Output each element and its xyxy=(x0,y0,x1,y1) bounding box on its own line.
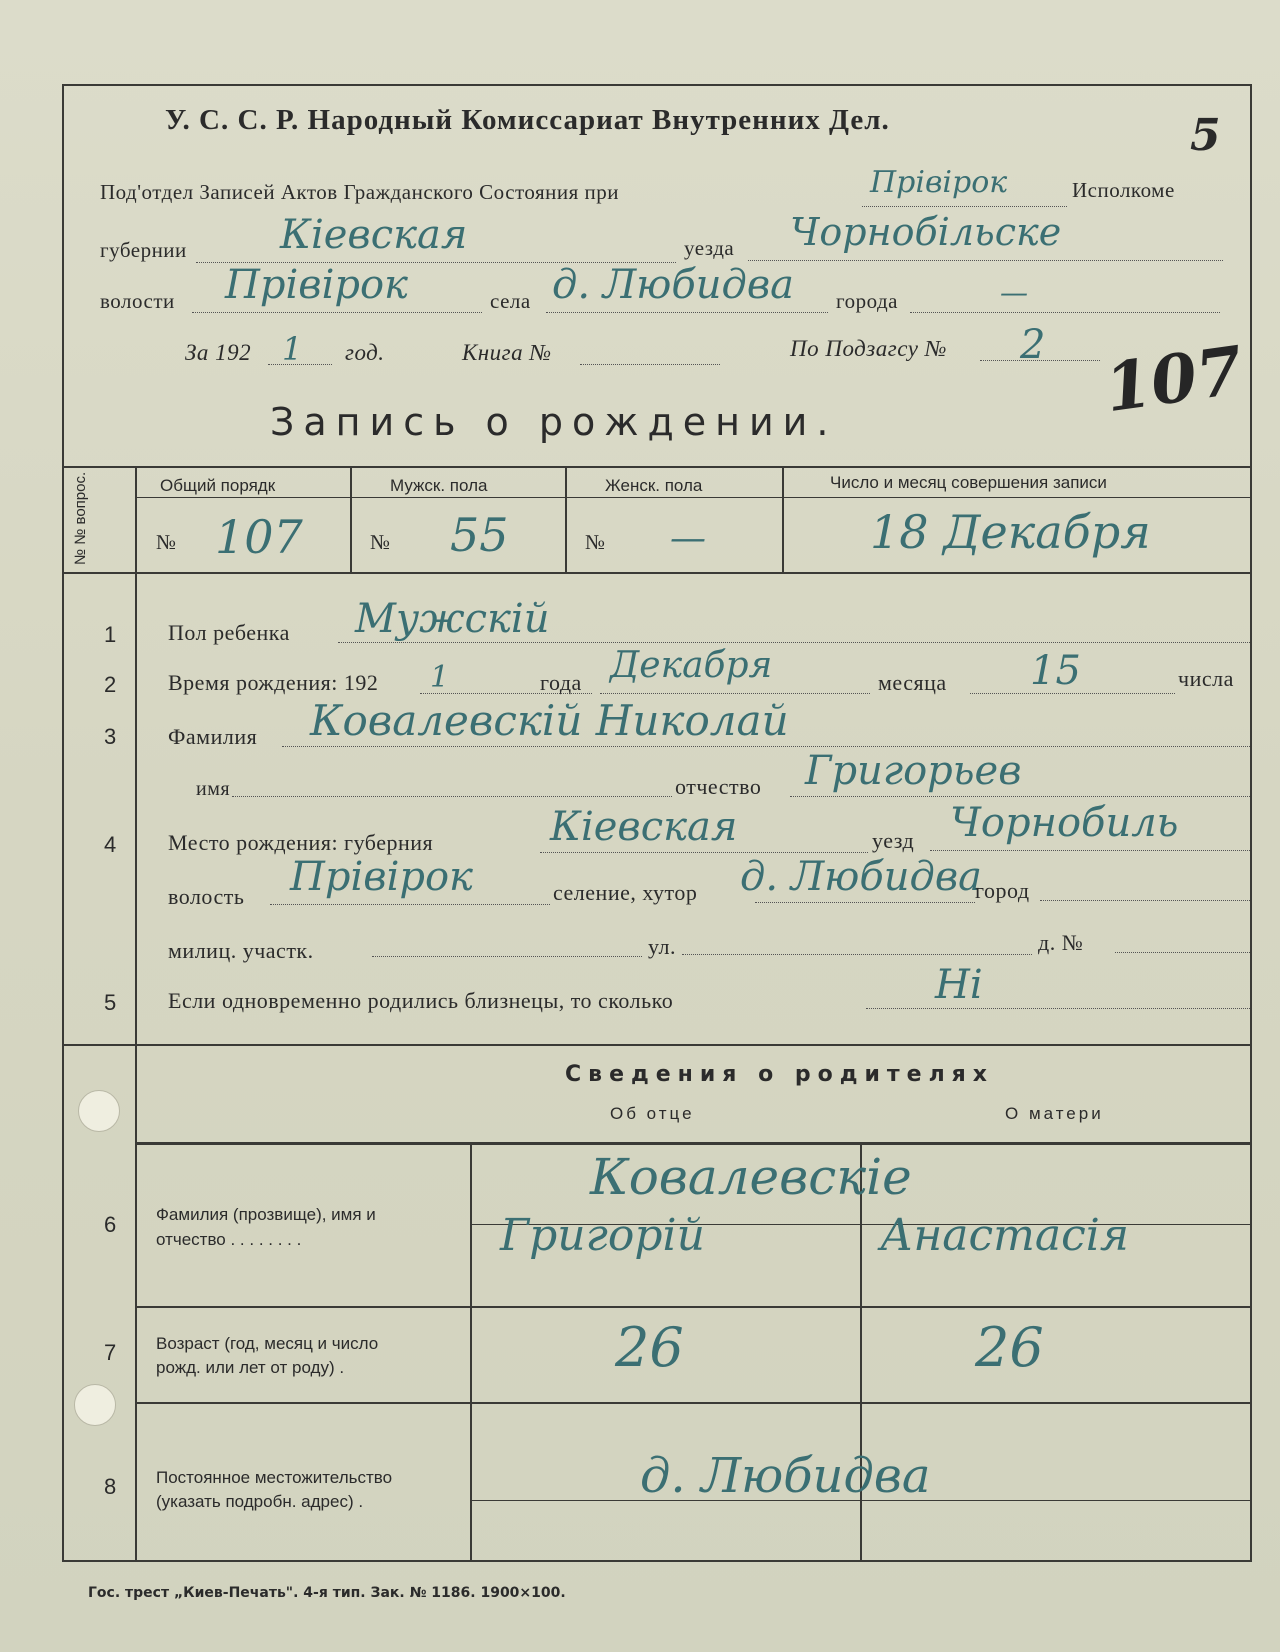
q8-number: 8 xyxy=(104,1474,117,1499)
q4-volost-label: волость xyxy=(168,884,245,909)
corner-mark: 5 xyxy=(1190,110,1221,161)
q5-label: Если одновременно родились близнецы, то сколько xyxy=(168,988,674,1013)
subdept-value: Прівірок xyxy=(870,165,1008,200)
q3-number: 3 xyxy=(104,724,117,749)
col4-value: 18 Декабря xyxy=(870,505,1151,559)
year-prefix: За 192 xyxy=(185,340,252,365)
col2-prefix: № xyxy=(370,530,391,554)
record-title: Запись о рождении. xyxy=(270,400,838,444)
printer-footer: Гос. трест „Киев-Печать". 4-я тип. Зак. № 1186. 1900×100. xyxy=(88,1585,566,1601)
q4-militsia-label: милиц. участк. xyxy=(168,938,314,963)
q4-uezd-label: уезд xyxy=(872,828,915,853)
q6-label-line1: Фамилия (прозвище), имя и xyxy=(156,1205,376,1224)
q6-number: 6 xyxy=(104,1212,117,1237)
q4-selenie-value: д. Любидва xyxy=(740,854,983,900)
q2-label: Время рождения: 192 xyxy=(168,670,379,695)
subrecord-label: По Подзагсу № xyxy=(790,336,947,361)
selo-value: д. Любидва xyxy=(552,262,795,308)
q6-mother-value: Анастасія xyxy=(880,1210,1129,1261)
subrecord-value: 2 xyxy=(1020,322,1046,368)
q5-value: Ні xyxy=(935,962,983,1008)
uezd-value: Чорнобільске xyxy=(790,210,1062,254)
q5-number: 5 xyxy=(104,990,117,1015)
col2-header: Мужск. пола xyxy=(390,476,488,495)
vertical-question-label: № № вопрос. xyxy=(72,471,89,565)
q1-value: Мужскій xyxy=(355,596,550,642)
q3-patronymic-value: Григорьев xyxy=(805,748,1022,794)
gorod-value: — xyxy=(1000,276,1028,309)
gubernia-label: губернии xyxy=(100,238,187,262)
year-value: 1 xyxy=(282,330,303,368)
q1-number: 1 xyxy=(104,622,117,647)
q8-label-line1: Постоянное местожительство xyxy=(156,1468,393,1487)
q2-day-label: числа xyxy=(1178,666,1234,691)
q4-volost-value: Прівірок xyxy=(290,854,473,900)
father-header: Об отце xyxy=(610,1104,695,1123)
subdept-suffix: Исполкоме xyxy=(1072,178,1175,202)
q4-gorod-label: город xyxy=(975,878,1030,903)
q2-year-suffix: года xyxy=(540,670,582,695)
col1-value: 107 xyxy=(215,510,303,564)
q7-mother-value: 26 xyxy=(975,1316,1044,1379)
q8-label-line2: (указать подробн. адрес) . xyxy=(156,1492,364,1511)
q4-label: Место рождения: губерния xyxy=(168,830,434,855)
q3-patronymic-label: отчество xyxy=(675,774,762,799)
record-number-mark: 107 xyxy=(1100,330,1248,428)
q6-surname-value: Ковалевскіе xyxy=(590,1148,912,1206)
q2-month-label: месяца xyxy=(878,670,947,695)
q4-gubernia-value: Кіевская xyxy=(550,804,738,850)
q7-number: 7 xyxy=(104,1340,117,1365)
col3-prefix: № xyxy=(585,530,606,554)
subdept-label: Под'отдел Записей Актов Гражданского Состояния при xyxy=(100,180,620,204)
parents-title: Сведения о родителях xyxy=(565,1062,994,1087)
mother-header: О матери xyxy=(1005,1104,1104,1123)
q2-year: 1 xyxy=(430,660,450,695)
selo-label: села xyxy=(490,289,531,313)
col2-value: 55 xyxy=(450,508,509,562)
col1-prefix: № xyxy=(156,530,177,554)
col1-header: Общий порядк xyxy=(160,476,276,495)
punch-hole-bottom xyxy=(74,1384,116,1426)
uezd-label: уезда xyxy=(684,236,735,260)
book-label: Книга № xyxy=(462,340,552,365)
volost-label: волости xyxy=(100,289,175,313)
q7-label-line2: рожд. или лет от роду) . xyxy=(156,1358,345,1377)
q4-street-label: ул. xyxy=(648,934,677,959)
q2-month-value: Декабря xyxy=(610,645,773,686)
q6-father-value: Григорій xyxy=(500,1210,705,1261)
col3-value: — xyxy=(670,518,706,559)
q4-house-label: д. № xyxy=(1038,930,1084,955)
q8-value: д. Любидва xyxy=(640,1448,931,1504)
q4-uezd-value: Чорнобиль xyxy=(950,800,1179,846)
q1-label: Пол ребенка xyxy=(168,620,290,645)
q3-name-label: имя xyxy=(196,778,231,800)
q4-selenie-label: селение, хутор xyxy=(553,880,698,905)
year-suffix: год. xyxy=(345,340,385,365)
q4-number: 4 xyxy=(104,832,117,857)
col4-header: Число и месяц совершения записи xyxy=(830,473,1107,492)
volost-value: Прівірок xyxy=(225,262,408,308)
q7-label-line1: Возраст (год, месяц и число xyxy=(156,1334,379,1353)
punch-hole-top xyxy=(78,1090,120,1132)
form-title: У. С. С. Р. Народный Комиссариат Внутренних Дел. xyxy=(165,104,890,136)
col3-header: Женск. пола xyxy=(605,476,703,495)
q3-label: Фамилия xyxy=(168,724,258,749)
gubernia-value: Кіевская xyxy=(280,212,468,258)
q3-value: Ковалевскій Николай xyxy=(310,696,789,745)
q2-day-value: 15 xyxy=(1030,648,1081,694)
gorod-label: города xyxy=(836,289,898,313)
q2-number: 2 xyxy=(104,672,117,697)
q6-label-line2: отчество . . . . . . . . xyxy=(156,1230,302,1249)
q7-father-value: 26 xyxy=(615,1316,684,1379)
